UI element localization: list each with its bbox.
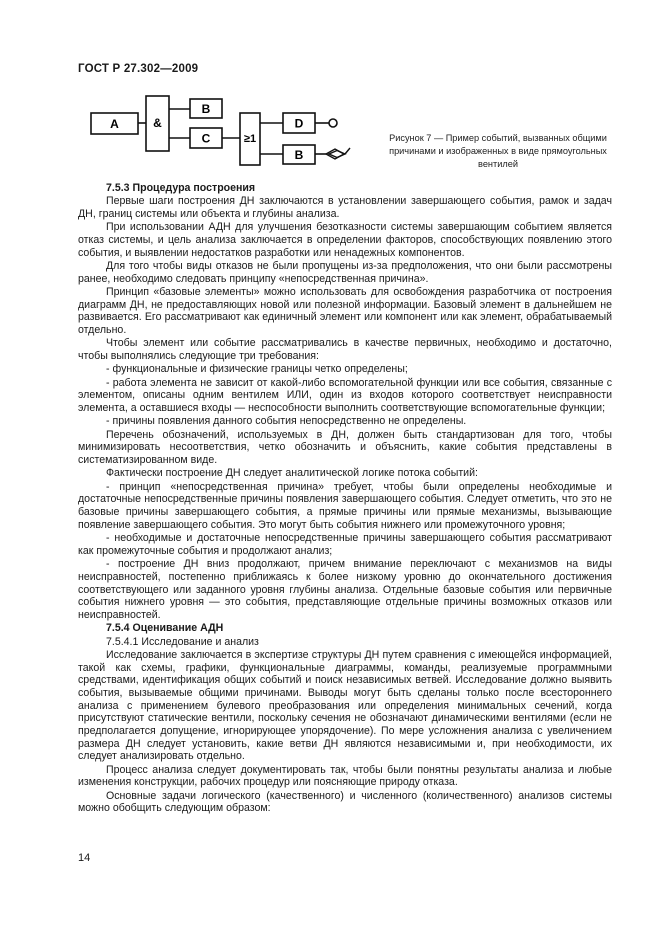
body-text [78, 182, 612, 815]
paragraph: Для того чтобы виды отказов не были пропущены из-за предположения, что они были рассмотрены ранее, необходимо следовать принципу «непосредственная причина». [78, 260, 612, 285]
paragraph: Основные задачи логического (качественного) и численного (количественного) анализов системы можно обобщить следующим образом: [78, 789, 612, 815]
figure-caption: Рисунок 7 — Пример событий, вызванных общими причинами и изображенных в виде прямоугольных вентилей [389, 133, 607, 169]
block-a-label: A [110, 117, 119, 131]
paragraph: - необходимые и достаточные непосредственные причины завершающего события рассматривают как промежуточные события и продолжают анализ; [78, 532, 612, 557]
double-diamond-terminal-icon [326, 148, 350, 159]
circle-terminal-icon [329, 119, 337, 127]
block-b-top-label: B [201, 102, 211, 116]
paragraph: Перечень обозначений, используемых в ДН, должен быть стандартизован для того, чтобы минимизировать несоответствия, четко обозначить и объяснить, какие события представлены в систематизированном виде. [78, 428, 612, 467]
subsection-heading: 7.5.4.1 Исследование и анализ [106, 635, 259, 648]
paragraph: Процесс анализа следует документировать так, чтобы были понятны результаты анализа и любые изменения конструкции, рабочих процедур или поясняющие природу отказа. [78, 763, 612, 789]
paragraph: - построение ДН вниз продолжают, причем внимание переключают с механизмов на виды неисправностей, постепенно приближаясь к более низкому уровню до окончательного достижения соответствующего или заданного уровня глубины анализа. Отдельные базовые события или первичные события нижнего уровня — это события, представляющие отдельные причины возможных отказов или неисправностей. [78, 558, 612, 621]
paragraph: - работа элемента не зависит от какой-либо вспомогательной функции или все события, связанные с элементом, описаны одним вентилем ИЛИ, один из входов которого соответствует неисправности элемента, а оставшиеся входы — неспособности выполнить соответствующие вспомогательные функции; [78, 376, 612, 415]
page-number: 14 [78, 852, 91, 864]
section-heading: 7.5.4 Оценивание АДН [106, 622, 224, 635]
paragraph: При использовании АДН для улучшения безотказности системы завершающим событием является отказ системы, и цель анализа заключается в определении факторов, способствующих появлению этого события, и выявлении недостатков разработки или ненадежных компонентов. [78, 221, 612, 259]
paragraph: Фактически построение ДН следует аналитической логике потока событий: [106, 467, 478, 480]
paragraph: - принцип «непосредственная причина» требует, чтобы были определены необходимые и достаточные непосредственные причины появления завершающего события. Следует отметить, что это не базовые причины завершающего события, а прямые причины или прямые механизмы, вызывающие появление завершающего события. Это могут быть события нижнего или промежуточного уровня; [78, 480, 612, 531]
block-d-label: D [294, 116, 304, 131]
paragraph: Первые шаги построения ДН заключаются в установлении завершающего события, рамок и задач ДН, границ системы или объекта и глубины анализа. [78, 195, 612, 220]
figure-7-diagram [88, 92, 378, 172]
block-c-label: C [201, 131, 211, 146]
paragraph: Исследование заключается в экспертизе структуры ДН путем сравнения с имеющейся информацией, такой как схемы, графики, функциональные диаграммы, команды, реализуемые программными средствами, идентификация общих событий и поиск независимых ветвей. Исследование должно выявить события, вызываемые общими причинами. Выводы могут быть сделаны только после всестороннего анализа с применением булевого преобразования или определения минимальных сечений, когда присутствуют статические вентили, поскольку сечения не обозначают динамическими вентилями (если не предполагается допущение, игнорирующее упорядочение). По мере усложнения анализа с увеличением размера ДН следует установить, какие ветви ДН являются независимыми и, при необходимости, их следует анализировать отдельно. [78, 648, 612, 763]
section-heading: 7.5.3 Процедура построения [106, 182, 256, 194]
paragraph: Чтобы элемент или событие рассматривались в качестве первичных, необходимо и достаточно, чтобы выполнялись следующие три требования: [78, 337, 612, 363]
paragraph: - функциональные и физические границы четко определены; [106, 363, 408, 376]
or-gate-symbol: ≥1 [243, 133, 257, 145]
block-b-bottom-label: B [294, 148, 304, 162]
paragraph: - причины появления данного события непосредственно не определены. [106, 415, 467, 428]
and-gate-symbol: & [153, 116, 162, 130]
document-header: ГОСТ Р 27.302—2009 [78, 63, 199, 75]
paragraph: Принцип «базовые элементы» можно использовать для освобождения разработчика от построения диаграмм ДН, не предоставляющих новой или полезной информации. Базовый элемент в дальнейшем не развивается. Его рассматривают как единичный элемент или компонент или как элемент, обрабатываемый отдельно. [78, 286, 612, 337]
